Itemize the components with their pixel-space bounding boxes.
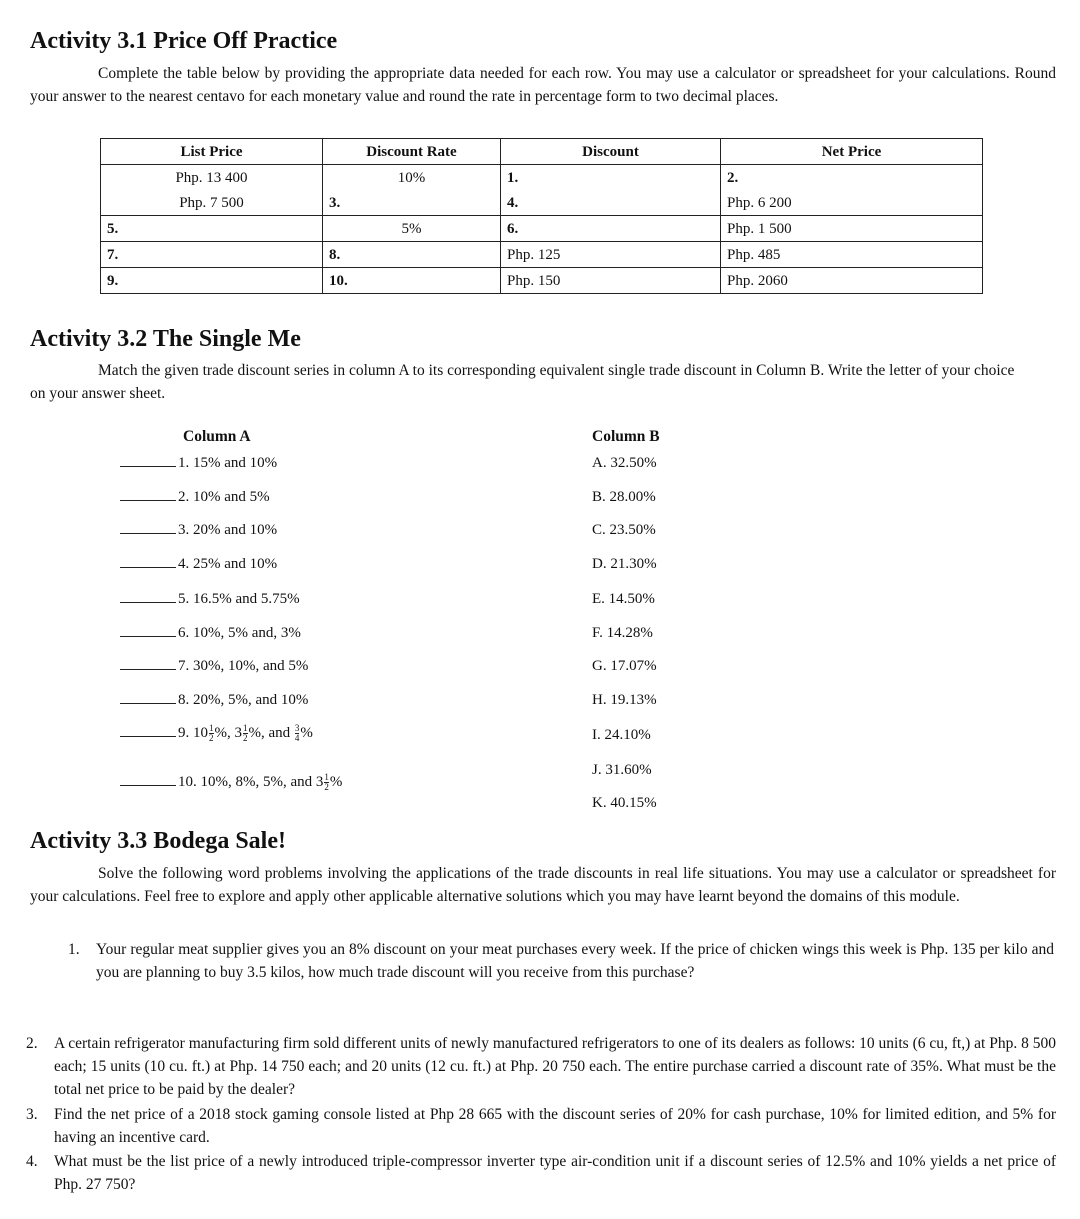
column-a-item: 6. 10%, 5% and, 3%: [120, 625, 301, 642]
column-a-item: 4. 25% and 10%: [120, 556, 277, 573]
table-row: [101, 216, 983, 242]
fraction: $\frac{3}{4}$: [294, 723, 300, 743]
column-a-item: 10. 10%, 8%, 5%, and 3 $\frac{1}{2}$ %: [120, 773, 342, 792]
header-list-price: List Price: [101, 139, 323, 165]
column-a-heading: Column A: [183, 428, 251, 445]
table-cell: 1.: [501, 165, 721, 191]
header-discount: Discount: [501, 139, 721, 165]
header-net-price: Net Price: [721, 139, 983, 165]
column-a-item: 5. 16.5% and 5.75%: [120, 591, 300, 608]
activity-3-3-title: Activity 3.3 Bodega Sale!: [30, 828, 286, 854]
activity-3-1-title: Activity 3.1 Price Off Practice: [30, 28, 338, 54]
table-cell: 3.: [323, 190, 501, 216]
fraction: $\frac{1}{2}$: [243, 723, 248, 743]
table-cell: 8.: [323, 242, 501, 268]
table-cell: Php. 7 500: [101, 190, 323, 216]
table-cell: 7.: [101, 242, 323, 268]
problem-2: 2. A certain refrigerator manufacturing firm sold different units of newly manufactured refrigerators to one of its dealers as follows: 10 units (6 cu, ft,) at Php. 8 500 each; 15 units (10 cu. ft.) at Php. 14 750 each; and 20 units (12 cu. ft.) at Php. 20 750 each. The entire purchase carried a discount rate of 35%. What must be the total net price to be paid by the dealer?: [26, 1035, 1056, 1098]
column-b-heading: Column B: [592, 428, 660, 445]
answer-blank[interactable]: [120, 533, 176, 534]
answer-blank[interactable]: [120, 785, 176, 786]
table-row: [101, 190, 983, 216]
column-b-item: J. 31.60%: [592, 762, 652, 778]
answer-blank[interactable]: [120, 669, 176, 670]
table-cell: Php. 6 200: [721, 190, 983, 216]
fraction: $\frac{1}{2}$: [324, 772, 329, 792]
table-row: [101, 165, 983, 191]
column-a-item: 2. 10% and 5%: [120, 489, 270, 506]
answer-blank[interactable]: [120, 703, 176, 704]
column-b-item: E. 14.50%: [592, 591, 655, 607]
column-b-item: F. 14.28%: [592, 625, 653, 641]
table-cell: 10.: [323, 268, 501, 294]
table-cell: 2.: [721, 165, 983, 191]
activity-3-1-instructions: Complete the table below by providing the appropriate data needed for each row. You may use a calculator or spreadsheet for your calculations. Round your answer to the nearest centavo for each monetary value and round the rate in percentage form to two decimal places.: [30, 65, 1056, 105]
table-cell: 5.: [101, 216, 323, 242]
table-cell: Php. 125: [501, 242, 721, 268]
answer-blank[interactable]: [120, 602, 176, 603]
answer-blank[interactable]: [120, 466, 176, 467]
table-cell: Php. 150: [501, 268, 721, 294]
column-a-item: 8. 20%, 5%, and 10%: [120, 692, 308, 709]
problem-4: 4. What must be the list price of a newly introduced triple-compressor inverter type air-condition unit if a discount series of 12.5% and 10% yields a net price of Php. 27 750?: [26, 1153, 1056, 1193]
price-off-table: [100, 138, 983, 294]
table-cell: Php. 13 400: [101, 165, 323, 191]
table-cell: Php. 2060: [721, 268, 983, 294]
table-header-row: [101, 139, 983, 165]
table-cell: 10%: [323, 165, 501, 191]
column-a-item: 9. 10 $\frac{1}{2}$ %, 3 $\frac{1}{2}$ %, and $\frac{3}{4}$ %: [120, 724, 313, 743]
table-cell: Php. 1 500: [721, 216, 983, 242]
column-b-item: H. 19.13%: [592, 692, 657, 708]
table-cell: 4.: [501, 190, 721, 216]
answer-blank[interactable]: [120, 636, 176, 637]
table-row: [101, 268, 983, 294]
activity-3-3-instructions: Solve the following word problems involving the applications of the trade discounts in real life situations. You may use a calculator or spreadsheet for your calculations. Feel free to explore and apply other applicable alternative solutions which you may have learnt beyond the domains of this module.: [30, 865, 1056, 905]
problem-1: 1. Your regular meat supplier gives you an 8% discount on your meat purchases every week. If the price of chicken wings this week is Php. 135 per kilo and you are planning to buy 3.5 kilos, how much trade discount will you receive from this purchase?: [68, 941, 1054, 981]
header-discount-rate: Discount Rate: [323, 139, 501, 165]
column-b-item: I. 24.10%: [592, 727, 651, 743]
answer-blank[interactable]: [120, 567, 176, 568]
column-b-item: A. 32.50%: [592, 455, 657, 471]
table-cell: 5%: [323, 216, 501, 242]
column-b-item: C. 23.50%: [592, 522, 656, 538]
activity-3-2-instructions: Match the given trade discount series in column A to its corresponding equivalent single trade discount in Column B. Write the letter of your choice on your answer sheet.: [30, 362, 1015, 402]
column-a-item: 3. 20% and 10%: [120, 522, 277, 539]
table-row: [101, 242, 983, 268]
answer-blank[interactable]: [120, 500, 176, 501]
column-b-item: D. 21.30%: [592, 556, 657, 572]
answer-blank[interactable]: [120, 736, 176, 737]
table-cell: 6.: [501, 216, 721, 242]
column-b-item: K. 40.15%: [592, 795, 657, 811]
column-a-item: 1. 15% and 10%: [120, 455, 277, 472]
column-a-item: 7. 30%, 10%, and 5%: [120, 658, 308, 675]
column-b-item: G. 17.07%: [592, 658, 657, 674]
fraction: $\frac{1}{2}$: [209, 723, 214, 743]
table-cell: Php. 485: [721, 242, 983, 268]
problem-3: 3. Find the net price of a 2018 stock gaming console listed at Php 28 665 with the discount series of 20% for cash purchase, 10% for limited edition, and 5% for having an incentive card.: [26, 1106, 1056, 1146]
activity-3-2-title: Activity 3.2 The Single Me: [30, 326, 301, 352]
column-b-item: B. 28.00%: [592, 489, 656, 505]
table-cell: 9.: [101, 268, 323, 294]
